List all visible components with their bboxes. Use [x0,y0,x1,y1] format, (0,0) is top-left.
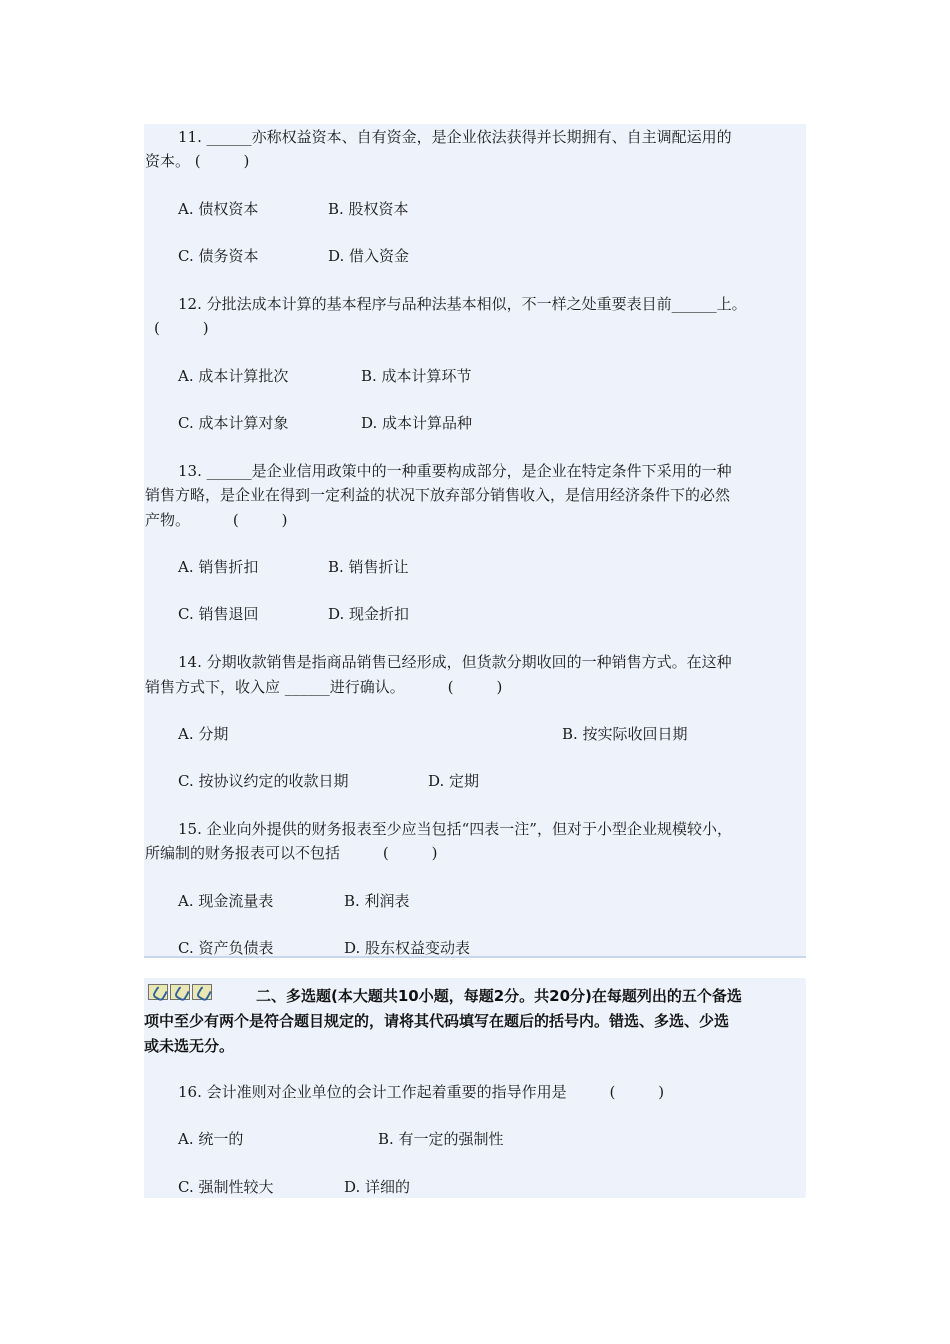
q16-option-b: B. 有一定的强制性 [378,1130,504,1148]
question-12-line2: ( ) [154,319,209,337]
q14-option-a: A. 分期 [178,725,229,743]
q15-option-a: A. 现金流量表 [178,892,274,910]
question-13-line2: 销售方略，是企业在得到一定利益的状况下放弃部分销售收入，是信用经济条件下的必然 [145,486,731,504]
q13-option-b: B. 销售折让 [328,558,409,576]
question-11-line1: 11. ______亦称权益资本、自有资金，是企业依法获得并长期拥有、自主调配运用的 [178,128,732,146]
section-2-line2: 项中至少有两个是符合题目规定的，请将其代码填写在题后的括号内。错选、多选、少选 [144,1012,730,1030]
section-2-heading [144,984,806,1064]
q11-option-a: A. 债权资本 [178,200,259,218]
question-14-line2: 销售方式下，收入应 ______进行确认。 ( ) [145,678,503,696]
q16-option-a: A. 统一的 [178,1130,244,1148]
q12-option-a: A. 成本计算批次 [178,367,289,385]
question-14-line1: 14. 分期收款销售是指商品销售已经形成，但货款分期收回的一种销售方式。在这种 [178,653,732,671]
question-11-line2: 资本。 ( ) [145,152,250,170]
section-2-line1: 二、多选题(本大题共10小题，每题2分。共20分)在每题列出的五个备选 [256,987,742,1005]
q11-option-b: B. 股权资本 [328,200,409,218]
q12-option-d: D. 成本计算品种 [361,414,473,432]
section-2-line3: 或未选无分。 [144,1037,235,1055]
q12-option-c: C. 成本计算对象 [178,414,289,432]
q13-option-c: C. 销售退回 [178,605,259,623]
q16-option-d: D. 详细的 [344,1178,411,1196]
question-16-line1: 16. 会计准则对企业单位的会计工作起着重要的指导作用是 ( ) [178,1083,665,1101]
q14-option-b: B. 按实际收回日期 [562,725,688,743]
q16-option-c: C. 强制性较大 [178,1178,274,1196]
q13-option-d: D. 现金折扣 [328,605,410,623]
q15-option-d: D. 股东权益变动表 [344,939,471,957]
q15-option-b: B. 利润表 [344,892,410,910]
question-15-line2: 所编制的财务报表可以不包括 ( ) [145,844,438,862]
question-13-line3: 产物。 ( ) [145,511,288,529]
q15-option-c: C. 资产负债表 [178,939,274,957]
question-15-line1: 15. 企业向外提供的财务报表至少应当包括“四表一注”，但对于小型企业规模较小， [178,820,732,838]
q11-option-d: D. 借入资金 [328,247,410,265]
q13-option-a: A. 销售折扣 [178,558,259,576]
q11-option-c: C. 债务资本 [178,247,259,265]
q12-option-b: B. 成本计算环节 [361,367,472,385]
question-12-line1: 12. 分批法成本计算的基本程序与品种法基本相似，不一样之处重要表目前______上。 [178,295,747,313]
q14-option-c: C. 按协议约定的收款日期 [178,772,349,790]
q14-option-d: D. 定期 [428,772,480,790]
question-13-line1: 13. ______是企业信用政策中的一种重要构成部分，是企业在特定条件下采用的一种 [178,462,732,480]
